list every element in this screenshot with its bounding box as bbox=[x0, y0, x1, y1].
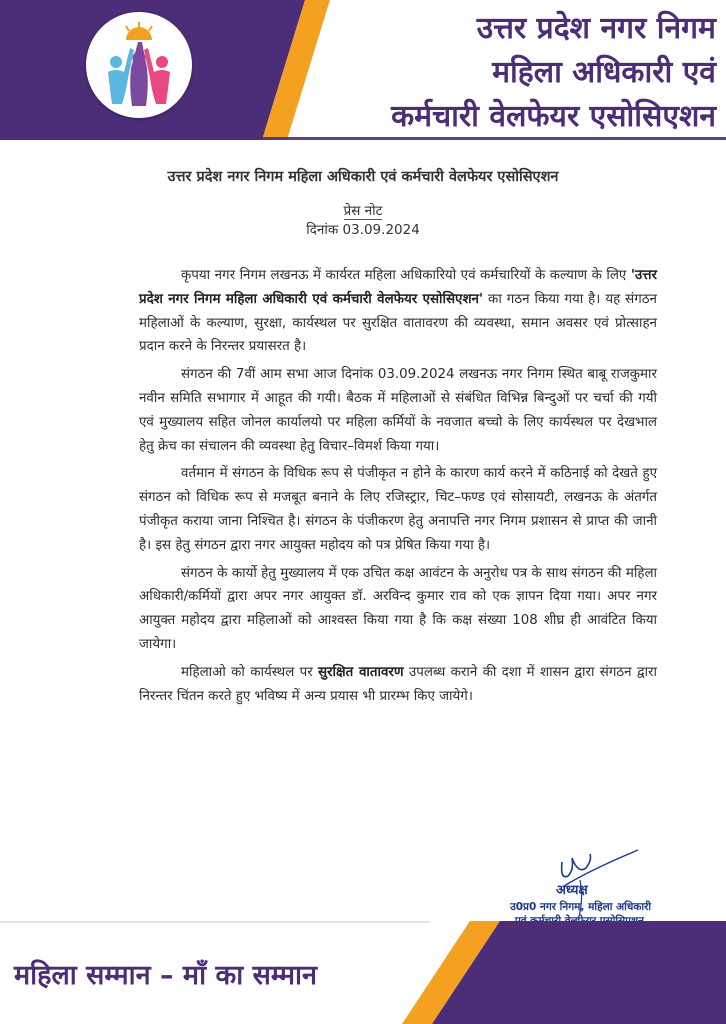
letterhead-banner bbox=[0, 0, 726, 140]
header-title-line-2: महिला अधिकारी एवं bbox=[492, 55, 716, 90]
header-title-line-1: उत्तर प्रदेश नगर निगम bbox=[476, 11, 716, 46]
paragraph-5-text-end: उपलब्ध कराने की दशा में शासन द्वारा संगठन द्वारा निरन्तर चिंतन करते हुए भविष्य में अन्य प्रयास भी प्रारम्भ किए जायेगे। bbox=[139, 664, 657, 704]
footer-banner bbox=[0, 921, 726, 1024]
paragraph-4: संगठन के कार्यो हेतु मुख्यालय में एक उचित कक्ष आवंटन के अनुरोध पत्र के साथ संगठन की महिला अधिकारी/कर्मियों द्वारा अपर नगर आयुक्त डॉ. अरविन्द कुमार राव को एक ज्ञापन दिया गया। अपर नगर आयुक्त महोदय द्वारा महिलाओं को आश्वस्त किया गया है कि कक्ष संख्या 108 शीघ्र ही आवंटित किया जायेगा। bbox=[139, 565, 657, 652]
signatory-org-line-1: उ0प्र0 नगर निगम, महिला अधिकारी bbox=[510, 901, 652, 913]
paragraph-2: संगठन की 7वीं आम सभा आज दिनांक 03.09.2024 लखनऊ नगर निगम स्थित बाबू राजकुमार नवीन समिति सभागार में आहूत की गयी। बैठक में महिलाओं से संबंधित विभिन्न बिन्दुओं पर चर्चा की गयी एवं मुख्यालय सहित जोनल कार्यालयो पर महिला कर्मियों के नवजात बच्चो के लिए कार्यस्थल पर देखभाल हेतु क्रेच का संचालन की व्यवस्था हेतु विचार–विमर्श किया गया। bbox=[139, 367, 657, 454]
paragraph-3: वर्तमान में संगठन के विधिक रूप से पंजीकृत न होने के कारण कार्य करने में कठिनाई को देखते हुए संगठन को विधिक रूप से मजबूत बनाने के लिए रजिस्ट्रार, चिट–फण्ड एवं सोसायटी, लखनऊ के अंतर्गत पंजीकृत कराया जाना निश्चित है। संगठन के पंजीकरण हेतु अनापत्ति नगर निगम प्रशासन से प्राप्त की जानी है। इस हेतु संगठन द्वारा नगर आयुक्त महोदय को पत्र प्रेषित किया गया है। bbox=[139, 466, 657, 553]
paragraph-1-text-end: का गठन किया गया है। यह संगठन महिलाओं के कल्याण, सुरक्षा, कार्यस्थल पर सुरक्षित वातावरण की व्यवस्था, समान अवसर एवं प्रोत्साहन प्रदान करने के निरन्तर प्रयासरत है। bbox=[139, 291, 657, 355]
paragraph-5-text-start: महिलाओ को कार्यस्थल पर bbox=[181, 664, 318, 680]
association-logo bbox=[86, 12, 192, 118]
document-heading: उत्तर प्रदेश नगर निगम महिला अधिकारी एवं कर्मचारी वेलफेयर एसोसिएशन bbox=[167, 169, 559, 185]
paragraph-5 bbox=[139, 661, 657, 709]
paragraph-1 bbox=[139, 264, 657, 359]
press-note-text: प्रेस नोट bbox=[343, 203, 383, 219]
paragraph-1-text-start: कृपया नगर निगम लखनऊ में कार्यरत महिला अधिकारियो एवं कर्मचारियों के कल्याण के लिए bbox=[181, 268, 631, 283]
press-note-label bbox=[0, 201, 726, 219]
header-title-line-3: कर्मचारी वेलफेयर एसोसिएशन bbox=[391, 99, 716, 134]
press-note-date: दिनांक 03.09.2024 bbox=[306, 222, 420, 238]
safe-environment-bold: सुरक्षित वातावरण bbox=[318, 664, 404, 680]
signatory-designation: अध्यक्ष bbox=[556, 883, 588, 898]
association-name-bold: 'उत्तर प्रदेश नगर निगम महिला अधिकारी एवं कर्मचारी वेलफेयर एसोसिएशन' bbox=[139, 268, 657, 307]
footer-slogan: महिला सम्मान – माँ का सम्मान bbox=[14, 960, 318, 991]
press-note-body bbox=[139, 264, 657, 712]
women-empowerment-logo-icon bbox=[86, 12, 192, 118]
